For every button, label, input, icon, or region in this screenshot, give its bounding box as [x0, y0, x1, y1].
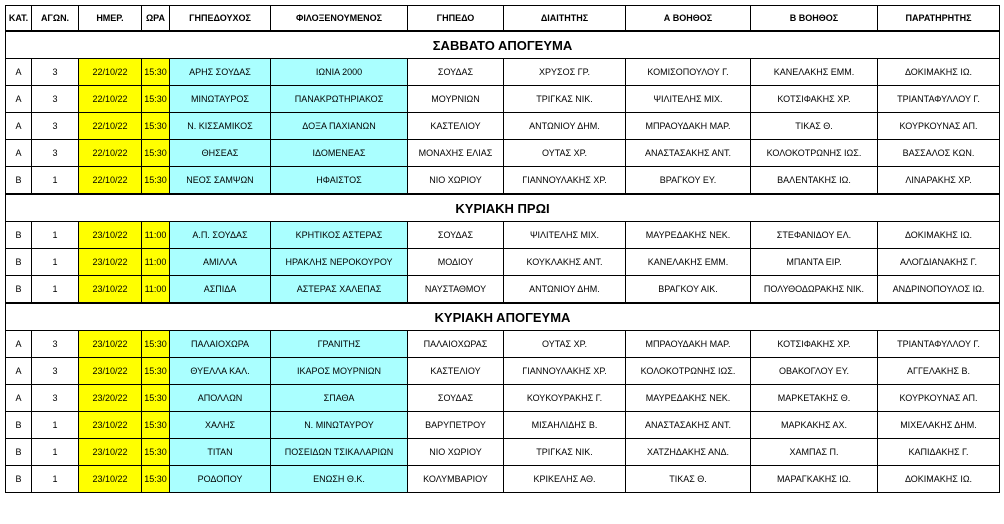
- cell-time: 15:30: [142, 113, 170, 140]
- cell-referee: ΓΙΑΝΝΟΥΛΑΚΗΣ ΧΡ.: [504, 358, 626, 385]
- cell-match-round: 1: [32, 276, 79, 304]
- cell-home-team: ΧΑΛΗΣ: [170, 412, 271, 439]
- cell-observer: ΤΡΙΑΝΤΑΦΥΛΛΟΥ Γ.: [878, 331, 1000, 358]
- cell-referee: ΑΝΤΩΝΙΟΥ ΔΗΜ.: [504, 113, 626, 140]
- cell-assistant-b: ΚΟΤΣΙΦΑΚΗΣ ΧΡ.: [751, 86, 878, 113]
- cell-away-team: ΚΡΗΤΙΚΟΣ ΑΣΤΕΡΑΣ: [271, 222, 408, 249]
- table-row: [6, 276, 1000, 304]
- table-row: [6, 140, 1000, 167]
- header-observer: ΠΑΡΑΤΗΡΗΤΗΣ: [878, 6, 1000, 32]
- cell-time: 15:30: [142, 466, 170, 493]
- cell-venue: ΚΑΣΤΕΛΙΟΥ: [408, 358, 504, 385]
- table-row: [6, 113, 1000, 140]
- cell-away-team: ΗΡΑΚΛΗΣ ΝΕΡΟΚΟΥΡΟΥ: [271, 249, 408, 276]
- cell-time: 15:30: [142, 167, 170, 195]
- cell-category: Β: [6, 439, 32, 466]
- cell-away-team: ΙΩΝΙΑ 2000: [271, 59, 408, 86]
- cell-home-team: ΑΡΗΣ ΣΟΥΔΑΣ: [170, 59, 271, 86]
- cell-time: 11:00: [142, 249, 170, 276]
- header-venue: ΓΗΠΕΔΟ: [408, 6, 504, 32]
- cell-assistant-b: ΚΑΝΕΛΑΚΗΣ ΕΜΜ.: [751, 59, 878, 86]
- cell-match-round: 3: [32, 140, 79, 167]
- section-header-row: [6, 31, 1000, 59]
- header-row: [6, 6, 1000, 32]
- header-referee: ΔΙΑΙΤΗΤΗΣ: [504, 6, 626, 32]
- cell-time: 15:30: [142, 59, 170, 86]
- table-row: [6, 59, 1000, 86]
- cell-away-team: ΠΟΣΕΙΔΩΝ ΤΣΙΚΑΛΑΡΙΩΝ: [271, 439, 408, 466]
- table-row: [6, 86, 1000, 113]
- cell-referee: ΜΙΣΑΗΛΙΔΗΣ Β.: [504, 412, 626, 439]
- cell-referee: ΧΡΥΣΟΣ ΓΡ.: [504, 59, 626, 86]
- cell-home-team: ΑΣΠΙΔΑ: [170, 276, 271, 304]
- cell-time: 11:00: [142, 276, 170, 304]
- cell-away-team: ΣΠΑΘΑ: [271, 385, 408, 412]
- cell-date: 22/10/22: [79, 86, 142, 113]
- cell-assistant-a: ΚΑΝΕΛΑΚΗΣ ΕΜΜ.: [626, 249, 751, 276]
- cell-assistant-b: ΜΑΡΚΑΚΗΣ ΑΧ.: [751, 412, 878, 439]
- cell-venue: ΜΟΥΡΝΙΩΝ: [408, 86, 504, 113]
- cell-home-team: ΘΗΣΕΑΣ: [170, 140, 271, 167]
- table-row: [6, 439, 1000, 466]
- cell-assistant-a: ΒΡΑΓΚΟΥ ΕΥ.: [626, 167, 751, 195]
- cell-assistant-b: ΜΑΡΚΕΤΑΚΗΣ Θ.: [751, 385, 878, 412]
- cell-venue: ΝΙΟ ΧΩΡΙΟΥ: [408, 439, 504, 466]
- cell-date: 22/10/22: [79, 113, 142, 140]
- table-row: [6, 412, 1000, 439]
- cell-match-round: 1: [32, 412, 79, 439]
- cell-time: 15:30: [142, 86, 170, 113]
- cell-assistant-b: ΚΟΛΟΚΟΤΡΩΝΗΣ ΙΩΣ.: [751, 140, 878, 167]
- cell-category: Β: [6, 167, 32, 195]
- cell-observer: ΔΟΚΙΜΑΚΗΣ ΙΩ.: [878, 59, 1000, 86]
- table-row: [6, 385, 1000, 412]
- cell-category: Α: [6, 140, 32, 167]
- cell-time: 15:30: [142, 331, 170, 358]
- header-date: ΗΜΕΡ.: [79, 6, 142, 32]
- cell-observer: ΚΑΠΙΔΑΚΗΣ Γ.: [878, 439, 1000, 466]
- section-title: ΚΥΡΙΑΚΗ ΑΠΟΓΕΥΜΑ: [6, 303, 1000, 331]
- cell-category: Α: [6, 358, 32, 385]
- cell-assistant-a: ΚΟΛΟΚΟΤΡΩΝΗΣ ΙΩΣ.: [626, 358, 751, 385]
- cell-category: Β: [6, 276, 32, 304]
- header-match-round: ΑΓΩΝ.: [32, 6, 79, 32]
- cell-date: 23/10/22: [79, 276, 142, 304]
- cell-venue: ΝΑΥΣΤΑΘΜΟΥ: [408, 276, 504, 304]
- cell-date: 23/10/22: [79, 358, 142, 385]
- table-row: [6, 222, 1000, 249]
- schedule-sheet: [5, 5, 1000, 493]
- header-category: ΚΑΤ.: [6, 6, 32, 32]
- cell-category: Β: [6, 222, 32, 249]
- header-assistant-a: Α ΒΟΗΘΟΣ: [626, 6, 751, 32]
- cell-assistant-b: ΠΟΛΥΘΟΔΩΡΑΚΗΣ ΝΙΚ.: [751, 276, 878, 304]
- cell-date: 22/10/22: [79, 59, 142, 86]
- cell-assistant-b: ΚΟΤΣΙΦΑΚΗΣ ΧΡ.: [751, 331, 878, 358]
- cell-referee: ΑΝΤΩΝΙΟΥ ΔΗΜ.: [504, 276, 626, 304]
- schedule-table: [5, 5, 1000, 493]
- cell-time: 15:30: [142, 385, 170, 412]
- cell-home-team: ΡΟΔΟΠΟΥ: [170, 466, 271, 493]
- cell-assistant-b: ΒΑΛΕΝΤΑΚΗΣ ΙΩ.: [751, 167, 878, 195]
- cell-assistant-b: ΧΑΜΠΑΣ Π.: [751, 439, 878, 466]
- cell-referee: ΟΥΤΑΣ ΧΡ.: [504, 331, 626, 358]
- cell-observer: ΑΝΔΡΙΝΟΠΟΥΛΟΣ ΙΩ.: [878, 276, 1000, 304]
- cell-observer: ΑΛΟΓΔΙΑΝΑΚΗΣ Γ.: [878, 249, 1000, 276]
- cell-observer: ΑΓΓΕΛΑΚΗΣ Β.: [878, 358, 1000, 385]
- cell-venue: ΣΟΥΔΑΣ: [408, 59, 504, 86]
- cell-match-round: 3: [32, 385, 79, 412]
- cell-home-team: ΝΕΟΣ ΣΑΜΨΩΝ: [170, 167, 271, 195]
- header-home-team: ΓΗΠΕΔΟΥΧΟΣ: [170, 6, 271, 32]
- cell-assistant-b: ΜΑΡΑΓΚΑΚΗΣ ΙΩ.: [751, 466, 878, 493]
- section-header-row: [6, 194, 1000, 222]
- cell-observer: ΜΙΧΕΛΑΚΗΣ ΔΗΜ.: [878, 412, 1000, 439]
- cell-category: Β: [6, 412, 32, 439]
- cell-date: 23/10/22: [79, 331, 142, 358]
- cell-date: 23/20/22: [79, 385, 142, 412]
- cell-time: 11:00: [142, 222, 170, 249]
- table-row: [6, 466, 1000, 493]
- table-row: [6, 167, 1000, 195]
- cell-home-team: Ν. ΚΙΣΣΑΜΙΚΟΣ: [170, 113, 271, 140]
- cell-referee: ΚΟΥΚΟΥΡΑΚΗΣ Γ.: [504, 385, 626, 412]
- cell-assistant-a: ΜΑΥΡΕΔΑΚΗΣ ΝΕΚ.: [626, 222, 751, 249]
- schedule-body: [6, 31, 1000, 493]
- cell-assistant-a: ΜΑΥΡΕΔΑΚΗΣ ΝΕΚ.: [626, 385, 751, 412]
- cell-observer: ΒΑΣΣΑΛΟΣ ΚΩΝ.: [878, 140, 1000, 167]
- cell-venue: ΜΟΝΑΧΗΣ ΕΛΙΑΣ: [408, 140, 504, 167]
- cell-date: 22/10/22: [79, 140, 142, 167]
- cell-time: 15:30: [142, 140, 170, 167]
- cell-home-team: ΑΠΟΛΛΩΝ: [170, 385, 271, 412]
- cell-date: 23/10/22: [79, 412, 142, 439]
- cell-away-team: ΗΦΑΙΣΤΟΣ: [271, 167, 408, 195]
- cell-observer: ΔΟΚΙΜΑΚΗΣ ΙΩ.: [878, 466, 1000, 493]
- cell-referee: ΟΥΤΑΣ ΧΡ.: [504, 140, 626, 167]
- cell-home-team: ΘΥΕΛΛΑ ΚΑΛ.: [170, 358, 271, 385]
- cell-referee: ΤΡΙΓΚΑΣ ΝΙΚ.: [504, 439, 626, 466]
- cell-category: Α: [6, 113, 32, 140]
- cell-assistant-b: ΟΒΑΚΟΓΛΟΥ ΕΥ.: [751, 358, 878, 385]
- cell-observer: ΚΟΥΡΚΟΥΝΑΣ ΑΠ.: [878, 385, 1000, 412]
- cell-match-round: 3: [32, 86, 79, 113]
- cell-observer: ΛΙΝΑΡΑΚΗΣ ΧΡ.: [878, 167, 1000, 195]
- cell-assistant-a: ΜΠΡΑΟΥΔΑΚΗ ΜΑΡ.: [626, 113, 751, 140]
- cell-observer: ΔΟΚΙΜΑΚΗΣ ΙΩ.: [878, 222, 1000, 249]
- cell-assistant-a: ΑΝΑΣΤΑΣΑΚΗΣ ΑΝΤ.: [626, 140, 751, 167]
- cell-match-round: 3: [32, 113, 79, 140]
- table-row: [6, 331, 1000, 358]
- header-time: ΩΡΑ: [142, 6, 170, 32]
- cell-match-round: 1: [32, 249, 79, 276]
- cell-referee: ΨΙΛΙΤΕΛΗΣ ΜΙΧ.: [504, 222, 626, 249]
- cell-category: Β: [6, 466, 32, 493]
- cell-time: 15:30: [142, 412, 170, 439]
- header-away-team: ΦΙΛΟΞΕΝΟΥΜΕΝΟΣ: [271, 6, 408, 32]
- cell-assistant-b: ΤΙΚΑΣ Θ.: [751, 113, 878, 140]
- cell-venue: ΣΟΥΔΑΣ: [408, 222, 504, 249]
- cell-match-round: 1: [32, 222, 79, 249]
- table-row: [6, 249, 1000, 276]
- cell-observer: ΚΟΥΡΚΟΥΝΑΣ ΑΠ.: [878, 113, 1000, 140]
- cell-assistant-a: ΜΠΡΑΟΥΔΑΚΗ ΜΑΡ.: [626, 331, 751, 358]
- cell-venue: ΜΟΔΙΟΥ: [408, 249, 504, 276]
- cell-venue: ΠΑΛΑΙΟΧΩΡΑΣ: [408, 331, 504, 358]
- cell-match-round: 1: [32, 466, 79, 493]
- cell-category: Α: [6, 86, 32, 113]
- cell-home-team: ΜΙΝΩΤΑΥΡΟΣ: [170, 86, 271, 113]
- cell-date: 23/10/22: [79, 439, 142, 466]
- cell-away-team: ΔΟΞΑ ΠΑΧΙΑΝΩΝ: [271, 113, 408, 140]
- cell-home-team: ΤΙΤΑΝ: [170, 439, 271, 466]
- cell-referee: ΚΟΥΚΛΑΚΗΣ ΑΝΤ.: [504, 249, 626, 276]
- cell-assistant-a: ΚΟΜΙΣΟΠΟΥΛΟΥ Γ.: [626, 59, 751, 86]
- cell-category: Α: [6, 385, 32, 412]
- cell-assistant-b: ΜΠΑΝΤΑ ΕΙΡ.: [751, 249, 878, 276]
- cell-time: 15:30: [142, 439, 170, 466]
- section-header-row: [6, 303, 1000, 331]
- section-title: ΣΑΒΒΑΤΟ ΑΠΟΓΕΥΜΑ: [6, 31, 1000, 59]
- cell-observer: ΤΡΙΑΝΤΑΦΥΛΛΟΥ Γ.: [878, 86, 1000, 113]
- cell-category: Α: [6, 59, 32, 86]
- cell-date: 23/10/22: [79, 466, 142, 493]
- cell-assistant-a: ΒΡΑΓΚΟΥ ΑΙΚ.: [626, 276, 751, 304]
- cell-home-team: Α.Π. ΣΟΥΔΑΣ: [170, 222, 271, 249]
- cell-date: 22/10/22: [79, 167, 142, 195]
- cell-match-round: 1: [32, 439, 79, 466]
- cell-away-team: ΓΡΑΝΙΤΗΣ: [271, 331, 408, 358]
- cell-match-round: 3: [32, 358, 79, 385]
- cell-away-team: ΙΔΟΜΕΝΕΑΣ: [271, 140, 408, 167]
- cell-match-round: 3: [32, 59, 79, 86]
- table-row: [6, 358, 1000, 385]
- cell-assistant-b: ΣΤΕΦΑΝΙΔΟΥ ΕΛ.: [751, 222, 878, 249]
- header-assistant-b: Β ΒΟΗΘΟΣ: [751, 6, 878, 32]
- cell-away-team: ΕΝΩΣΗ Θ.Κ.: [271, 466, 408, 493]
- cell-assistant-a: ΤΙΚΑΣ Θ.: [626, 466, 751, 493]
- cell-venue: ΣΟΥΔΑΣ: [408, 385, 504, 412]
- cell-away-team: ΠΑΝΑΚΡΩΤΗΡΙΑΚΟΣ: [271, 86, 408, 113]
- section-title: ΚΥΡΙΑΚΗ ΠΡΩΙ: [6, 194, 1000, 222]
- cell-match-round: 3: [32, 331, 79, 358]
- cell-venue: ΚΟΛΥΜΒΑΡΙΟΥ: [408, 466, 504, 493]
- cell-home-team: ΠΑΛΑΙΟΧΩΡΑ: [170, 331, 271, 358]
- cell-away-team: ΑΣΤΕΡΑΣ ΧΑΛΕΠΑΣ: [271, 276, 408, 304]
- cell-referee: ΚΡΙΚΕΛΗΣ ΑΘ.: [504, 466, 626, 493]
- cell-away-team: ΙΚΑΡΟΣ ΜΟΥΡΝΙΩΝ: [271, 358, 408, 385]
- cell-venue: ΒΑΡΥΠΕΤΡΟΥ: [408, 412, 504, 439]
- cell-assistant-a: ΧΑΤΖΗΔΑΚΗΣ ΑΝΔ.: [626, 439, 751, 466]
- cell-venue: ΚΑΣΤΕΛΙΟΥ: [408, 113, 504, 140]
- cell-category: Β: [6, 249, 32, 276]
- cell-away-team: Ν. ΜΙΝΩΤΑΥΡΟΥ: [271, 412, 408, 439]
- cell-time: 15:30: [142, 358, 170, 385]
- cell-referee: ΤΡΙΓΚΑΣ ΝΙΚ.: [504, 86, 626, 113]
- cell-assistant-a: ΨΙΛΙΤΕΛΗΣ ΜΙΧ.: [626, 86, 751, 113]
- cell-date: 23/10/22: [79, 222, 142, 249]
- cell-venue: ΝΙΟ ΧΩΡΙΟΥ: [408, 167, 504, 195]
- cell-assistant-a: ΑΝΑΣΤΑΣΑΚΗΣ ΑΝΤ.: [626, 412, 751, 439]
- cell-referee: ΓΙΑΝΝΟΥΛΑΚΗΣ ΧΡ.: [504, 167, 626, 195]
- cell-match-round: 1: [32, 167, 79, 195]
- cell-category: Α: [6, 331, 32, 358]
- cell-home-team: ΑΜΙΛΛΑ: [170, 249, 271, 276]
- cell-date: 23/10/22: [79, 249, 142, 276]
